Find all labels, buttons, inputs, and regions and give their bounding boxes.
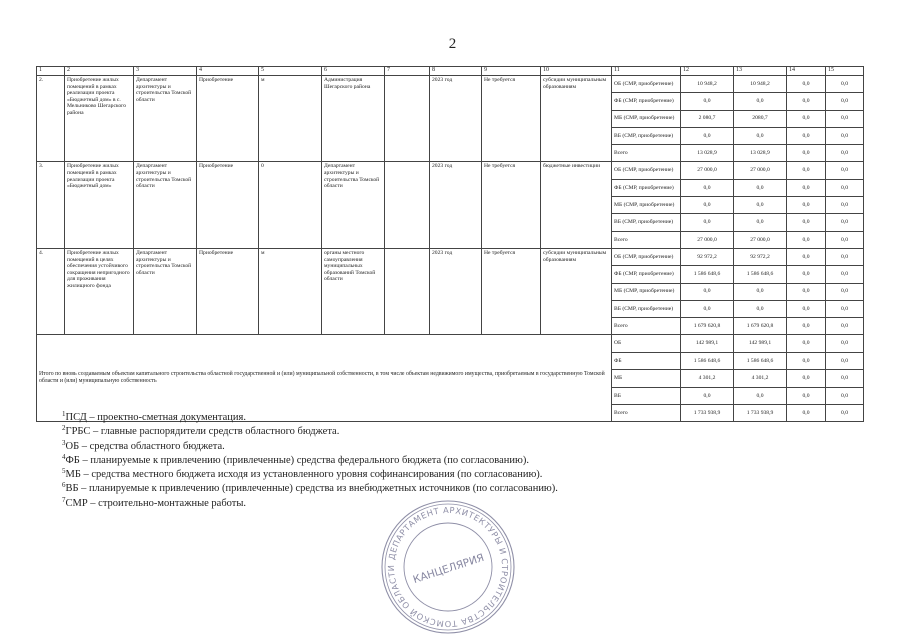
total-row	[37, 335, 864, 352]
footnote-text: СМР – строительно-монтажные работы.	[65, 497, 247, 509]
funding-source-label: ФБ (СМР, приобретение)	[612, 266, 681, 283]
funding-source-label: ОБ (СМР, приобретение)	[612, 248, 681, 265]
total-amount: 1 586 648,6	[681, 352, 734, 369]
funding-amount: 0,0	[826, 248, 864, 265]
funding-source-label: ФБ (СМР, приобретение)	[612, 179, 681, 196]
support-form: субсидии муниципальным образованиям	[541, 248, 612, 334]
funding-amount: 27 000,0	[734, 231, 787, 248]
funding-amount: 0,0	[787, 162, 826, 179]
footnote-number: 4	[62, 452, 66, 461]
object-name: Приобретение жилых помещений в целях обеспечения устойчивого сокращения непригодного для проживания жилищного фонда	[65, 248, 134, 334]
footnote-line	[62, 482, 822, 496]
total-source-label: ФБ	[612, 352, 681, 369]
funding-amount: 0,0	[826, 283, 864, 300]
funding-amount: 0,0	[787, 266, 826, 283]
implementation-year: 2023 год	[430, 248, 482, 334]
funding-amount: 1 679 620,8	[734, 318, 787, 335]
total-amount: 1 733 938,9	[734, 405, 787, 422]
funding-amount: 0,0	[787, 179, 826, 196]
support-form: субсидии муниципальным образованиям	[541, 76, 612, 162]
funding-source-label: ВБ (СМР, приобретение)	[612, 300, 681, 317]
row-number: 4.	[37, 248, 65, 334]
acquisition-form: Приобретение	[197, 162, 259, 248]
funding-amount: 0,0	[787, 248, 826, 265]
footnote-text: МБ – средства местного бюджета исходя из установленного уровня софинансирования (по согласованию).	[65, 469, 543, 481]
column-number-cell: 11	[612, 67, 681, 76]
funding-amount: 0,0	[826, 318, 864, 335]
footnote-number: 3	[62, 438, 66, 447]
expertise-status: Не требуется	[482, 162, 541, 248]
funding-amount: 0,0	[826, 300, 864, 317]
investment-objects-table	[36, 66, 864, 422]
funding-amount: 0,0	[681, 127, 734, 144]
total-amount: 1 733 938,9	[681, 405, 734, 422]
implementation-year: 2023 год	[430, 76, 482, 162]
footnote-number: 1	[62, 410, 66, 418]
funding-amount: 0,0	[734, 197, 787, 214]
footnote-text: ПСД – проектно-сметная документация.	[65, 412, 246, 423]
funding-amount: 13 028,9	[681, 145, 734, 162]
funding-amount: 2080,7	[734, 110, 787, 127]
column-number-cell: 3	[134, 67, 197, 76]
row-number: 2.	[37, 76, 65, 162]
funding-amount: 1 586 648,6	[681, 266, 734, 283]
funding-amount: 0,0	[826, 179, 864, 196]
table-row	[37, 248, 864, 265]
funding-amount: 0,0	[787, 93, 826, 110]
stamp-ring-text: ДЕПАРТАМЕНТ АРХИТЕКТУРЫ И СТРОИТЕЛЬСТВА ТОМСКОЙ ОБЛАСТИ	[385, 504, 511, 630]
funding-source-label: Всего	[612, 145, 681, 162]
total-amount: 0,0	[826, 405, 864, 422]
table-row	[37, 76, 864, 93]
funding-amount: 13 028,9	[734, 145, 787, 162]
footnote-text: ФБ – планируемые к привлечению (привлеченные) средства федерального бюджета (по согласованию).	[65, 454, 529, 466]
funding-source-label: ОБ (СМР, приобретение)	[612, 76, 681, 93]
customer-name: Департамент архитектуры и строительства Томской области	[322, 162, 385, 248]
total-amount: 0,0	[787, 335, 826, 352]
funding-amount: 92 972,2	[734, 248, 787, 265]
funding-amount: 0,0	[826, 231, 864, 248]
column-number-row	[37, 67, 864, 76]
column-5-value: м	[259, 76, 322, 162]
funding-amount: 1 586 648,6	[734, 266, 787, 283]
funding-amount: 27 000,0	[681, 231, 734, 248]
customer-name: Администрация Шегарского района	[322, 76, 385, 162]
column-number-cell: 5	[259, 67, 322, 76]
total-amount: 0,0	[826, 387, 864, 404]
column-number-cell: 4	[197, 67, 259, 76]
column-number-cell: 9	[482, 67, 541, 76]
column-number-cell: 15	[826, 67, 864, 76]
funding-source-label: МБ (СМР, приобретение)	[612, 197, 681, 214]
total-source-label: Всего	[612, 405, 681, 422]
total-amount: 0,0	[826, 370, 864, 387]
funding-amount: 0,0	[826, 266, 864, 283]
total-amount: 0,0	[681, 387, 734, 404]
funding-amount: 0,0	[734, 300, 787, 317]
funding-amount: 0,0	[826, 127, 864, 144]
object-name: Приобретение жилых помещений в рамках реализации проекта «Бюджетный дом» в с. Мельниково Шегарского района	[65, 76, 134, 162]
funding-amount: 10 948,2	[681, 76, 734, 93]
funding-amount: 0,0	[826, 145, 864, 162]
footnote-line	[62, 440, 822, 454]
grbs-name: Департамент архитектуры и строительства Томской области	[134, 162, 197, 248]
funding-amount: 0,0	[787, 231, 826, 248]
page-number: 2	[448, 36, 457, 52]
funding-amount: 92 972,2	[681, 248, 734, 265]
funding-source-label: ВБ (СМР, приобретение)	[612, 127, 681, 144]
funding-amount: 0,0	[787, 145, 826, 162]
total-source-label: ОБ	[612, 335, 681, 352]
funding-amount: 0,0	[787, 110, 826, 127]
column-number-cell: 1	[37, 67, 65, 76]
funding-source-label: ФБ (СМР, приобретение)	[612, 93, 681, 110]
column-number-cell: 12	[681, 67, 734, 76]
funding-amount: 0,0	[681, 283, 734, 300]
funding-amount: 0,0	[734, 93, 787, 110]
expertise-status: Не требуется	[482, 76, 541, 162]
total-amount: 142 989,1	[734, 335, 787, 352]
funding-amount: 0,0	[681, 93, 734, 110]
column-number-cell: 2	[65, 67, 134, 76]
total-amount: 0,0	[787, 352, 826, 369]
funding-amount: 0,0	[734, 283, 787, 300]
funding-amount: 0,0	[787, 127, 826, 144]
total-amount: 0,0	[826, 335, 864, 352]
funding-amount: 0,0	[734, 179, 787, 196]
column-5-value: м	[259, 248, 322, 334]
funding-amount: 0,0	[826, 110, 864, 127]
footnote-text: ВБ – планируемые к привлечению (привлеченные) средства из внебюджетных источников (по согласованию).	[65, 483, 558, 495]
funding-source-label: ОБ (СМР, приобретение)	[612, 162, 681, 179]
funding-source-label: Всего	[612, 318, 681, 335]
funding-amount: 0,0	[787, 197, 826, 214]
object-name: Приобретение жилых помещений в рамках реализации проекта «Бюджетный дом»	[65, 162, 134, 248]
total-source-label: ВБ	[612, 387, 681, 404]
total-amount: 4 301,2	[734, 370, 787, 387]
footnote-line	[62, 425, 822, 439]
footnote-number: 2	[62, 424, 66, 433]
funding-amount: 0,0	[826, 214, 864, 231]
total-amount: 0,0	[787, 405, 826, 422]
table-body	[37, 67, 864, 422]
funding-amount: 0,0	[787, 214, 826, 231]
footnote-line	[62, 454, 822, 468]
funding-amount: 0,0	[787, 300, 826, 317]
funding-source-label: МБ (СМР, приобретение)	[612, 283, 681, 300]
funding-amount: 2 080,7	[681, 110, 734, 127]
funding-amount: 27 000,0	[681, 162, 734, 179]
acquisition-form: Приобретение	[197, 248, 259, 334]
funding-amount: 10 948,2	[734, 76, 787, 93]
column-number-cell: 13	[734, 67, 787, 76]
grbs-name: Департамент архитектуры и строительства Томской области	[134, 248, 197, 334]
footnote-line	[62, 468, 822, 482]
implementation-year: 2023 год	[430, 162, 482, 248]
total-label: Итого по вновь создаваемым объектам капитального строительства областной государственной и (или) муниципальной собственности, в том числе объектам недвижимого имущества, приобретаемым в государственную Томской области и (или) муниципальную собственность	[37, 335, 612, 422]
funding-amount: 0,0	[787, 283, 826, 300]
total-amount: 1 586 648,6	[734, 352, 787, 369]
total-amount: 4 301,2	[681, 370, 734, 387]
table-row	[37, 162, 864, 179]
funding-amount: 0,0	[734, 214, 787, 231]
footnote-number: 5	[62, 467, 66, 476]
total-amount: 0,0	[826, 352, 864, 369]
funding-amount: 0,0	[826, 93, 864, 110]
expertise-status: Не требуется	[482, 248, 541, 334]
funding-amount: 0,0	[681, 214, 734, 231]
funding-amount: 0,0	[826, 76, 864, 93]
footnote-text: ГРБС – главные распорядители средств областного бюджета.	[65, 426, 340, 438]
stamp-center-text: КАНЦЕЛЯРИЯ	[411, 551, 486, 587]
funding-amount: 27 000,0	[734, 162, 787, 179]
total-amount: 0,0	[787, 370, 826, 387]
column-number-cell: 8	[430, 67, 482, 76]
funding-amount: 0,0	[681, 197, 734, 214]
funding-amount: 0,0	[787, 76, 826, 93]
funding-source-label: Всего	[612, 231, 681, 248]
total-amount: 0,0	[734, 387, 787, 404]
funding-amount: 0,0	[826, 162, 864, 179]
footnote-number: 6	[62, 481, 66, 490]
column-number-cell: 10	[541, 67, 612, 76]
office-stamp	[378, 497, 518, 637]
total-amount: 142 989,1	[681, 335, 734, 352]
column-7-value	[385, 248, 430, 334]
funding-amount: 0,0	[787, 318, 826, 335]
acquisition-form: Приобретение	[197, 76, 259, 162]
support-form: бюджетные инвестиции	[541, 162, 612, 248]
footnote-line	[62, 411, 822, 425]
funding-amount: 0,0	[681, 179, 734, 196]
funding-source-label: МБ (СМР, приобретение)	[612, 110, 681, 127]
funding-source-label: ВБ (СМР, приобретение)	[612, 214, 681, 231]
customer-name: органы местного самоуправления муниципальных образований Томской области	[322, 248, 385, 334]
column-number-cell: 14	[787, 67, 826, 76]
column-number-cell: 6	[322, 67, 385, 76]
column-5-value: 0	[259, 162, 322, 248]
footnote-number: 7	[62, 495, 66, 504]
grbs-name: Департамент архитектуры и строительства Томской области	[134, 76, 197, 162]
funding-amount: 1 679 620,8	[681, 318, 734, 335]
row-number: 3.	[37, 162, 65, 248]
footnote-text: ОБ – средства областного бюджета.	[65, 440, 225, 452]
column-7-value	[385, 162, 430, 248]
total-amount: 0,0	[787, 387, 826, 404]
total-source-label: МБ	[612, 370, 681, 387]
column-7-value	[385, 76, 430, 162]
funding-amount: 0,0	[826, 197, 864, 214]
funding-amount: 0,0	[734, 127, 787, 144]
funding-amount: 0,0	[681, 300, 734, 317]
column-number-cell: 7	[385, 67, 430, 76]
